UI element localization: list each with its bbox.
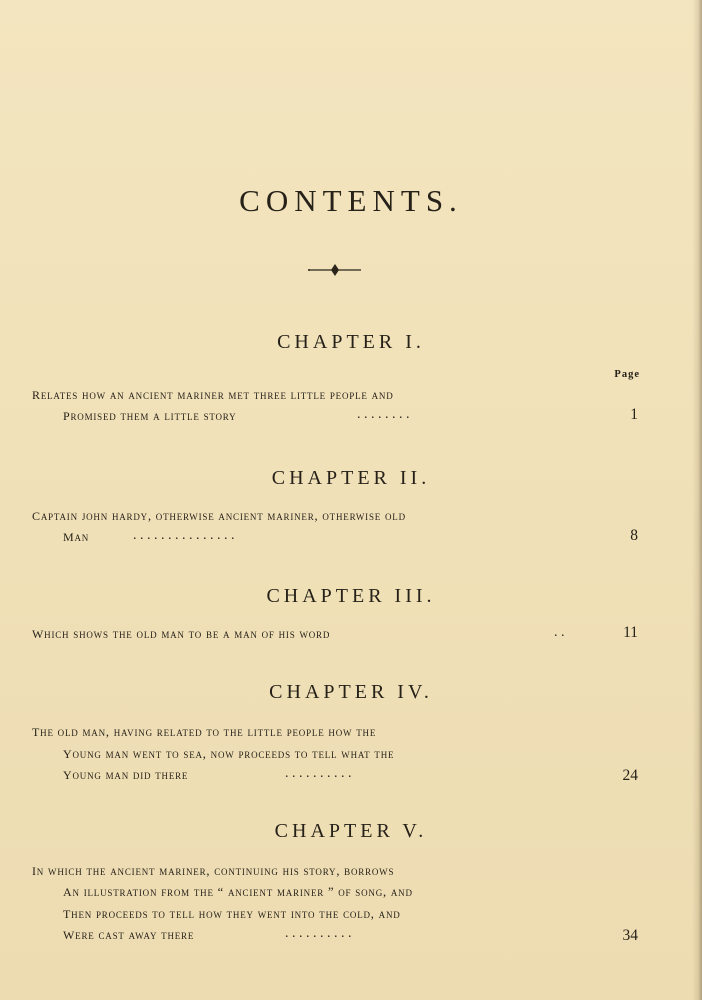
page-edge-shadow — [692, 0, 702, 1000]
page-column-label: Page — [614, 369, 640, 380]
chapter-heading-5: CHAPTER V. — [274, 820, 428, 842]
chapter-1-line-2: promised them a little story — [63, 405, 237, 424]
chapter-1-page-number: 1 — [630, 406, 638, 423]
chapter-2-line-1: captain john hardy, otherwise ancient mariner, otherwise old — [32, 505, 406, 524]
chapter-5-line-2: an illustration from the “ ancient mariner ” of song, and — [63, 881, 413, 900]
chapter-4-line-1: the old man, having related to the little people how the — [32, 721, 377, 740]
chapter-heading-2: CHAPTER II. — [271, 467, 431, 489]
chapter-1-leader: . . . . . . . . — [357, 407, 410, 422]
chapter-5-leader: . . . . . . . . . . — [285, 926, 352, 941]
chapter-heading-1: CHAPTER I. — [277, 331, 425, 353]
chapter-heading-3: CHAPTER III. — [266, 585, 436, 607]
ornament-divider — [307, 263, 363, 277]
chapter-5-line-3: then proceeds to tell how they went into the cold, and — [63, 903, 401, 922]
chapter-4-page-number: 24 — [622, 767, 638, 784]
chapter-3-leader: . . — [554, 625, 565, 640]
chapter-4-leader: . . . . . . . . . . — [285, 766, 352, 781]
chapter-3-page-number: 11 — [623, 624, 638, 641]
chapter-2-line-2: man — [63, 526, 90, 545]
chapter-5-line-1: in which the ancient mariner, continuing his story, borrows — [32, 860, 395, 879]
chapter-4-line-2: young man went to sea, now proceeds to tell what the — [63, 743, 395, 762]
chapter-3-line-1: which shows the old man to be a man of his word — [32, 623, 331, 642]
chapter-2-leader: . . . . . . . . . . . . . . . — [133, 528, 235, 543]
chapter-4-line-3: young man did there — [63, 764, 189, 783]
chapter-heading-4: CHAPTER IV. — [269, 681, 433, 703]
chapter-2-page-number: 8 — [630, 527, 638, 544]
chapter-5-line-4: were cast away there — [63, 924, 195, 943]
chapter-1-line-1: relates how an ancient mariner met three little people and — [32, 384, 394, 403]
chapter-5-page-number: 34 — [622, 927, 638, 944]
contents-title: CONTENTS. — [239, 183, 463, 218]
